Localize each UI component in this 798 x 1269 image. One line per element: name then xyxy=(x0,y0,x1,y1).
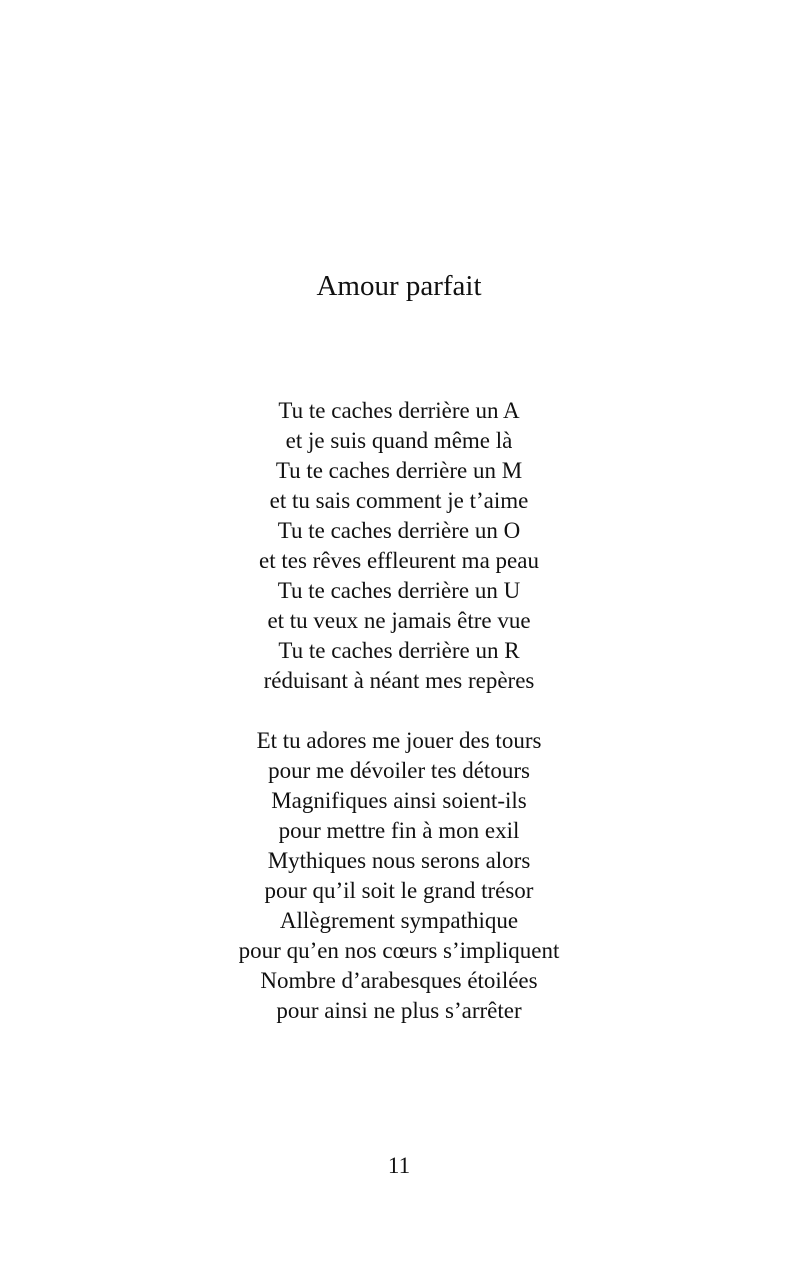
poem-title: Amour parfait xyxy=(316,270,482,302)
verse-line: pour qu’il soit le grand trésor xyxy=(264,878,534,903)
verse-line: pour mettre fin à mon exil xyxy=(278,818,520,843)
verse-line: Nombre d’arabesques étoilées xyxy=(260,968,538,993)
verse-line: et tes rêves effleurent ma peau xyxy=(259,548,539,573)
verse-line: Tu te caches derrière un R xyxy=(278,638,520,663)
verse-line: pour me dévoiler tes détours xyxy=(268,758,530,783)
verse-line: Et tu adores me jouer des tours xyxy=(256,728,542,753)
page-number: 11 xyxy=(387,1153,411,1178)
verse-line: et tu veux ne jamais être vue xyxy=(267,608,531,633)
verse-line: Mythiques nous serons alors xyxy=(267,848,531,873)
verse-line: pour ainsi ne plus s’arrêter xyxy=(276,998,522,1023)
verse-line: et je suis quand même là xyxy=(285,428,513,453)
verse-line: Allègrement sympathique xyxy=(279,908,519,933)
verse-line: Magnifiques ainsi soient-ils xyxy=(271,788,527,813)
verse-line: Tu te caches derrière un U xyxy=(277,578,521,603)
verse-line: pour qu’en nos cœurs s’impliquent xyxy=(238,938,560,963)
verse-line: réduisant à néant mes repères xyxy=(263,668,535,693)
stanza-2 xyxy=(0,726,798,1026)
verse-line: et tu sais comment je t’aime xyxy=(269,488,529,513)
verse-line: Tu te caches derrière un O xyxy=(277,518,521,543)
verse-line: Tu te caches derrière un M xyxy=(275,458,523,483)
stanza-1 xyxy=(0,396,798,696)
verse-line: Tu te caches derrière un A xyxy=(278,398,520,423)
